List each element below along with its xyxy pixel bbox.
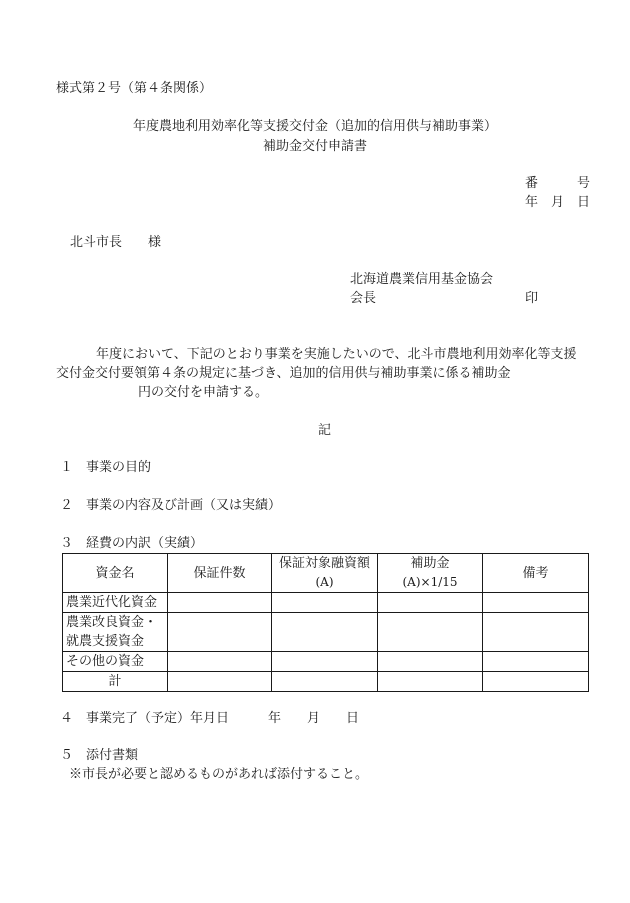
document-number-label: 番 号 [525, 176, 591, 191]
addressee: 北斗市長 様 [70, 235, 162, 250]
header-subsidy [378, 554, 483, 593]
header-guarantee-amount-label: 保証対象融資額 [278, 556, 370, 571]
cell-guarantee-amount [272, 672, 378, 692]
header-guarantee-amount [272, 554, 378, 593]
attachments-note: ※市長が必要と認めるものがあれば添付すること。 [69, 767, 369, 782]
applicant-organization: 北海道農業信用基金協会 [350, 272, 494, 287]
applicant-title: 会長 [350, 291, 377, 306]
table-total-row [63, 672, 589, 692]
cell-remarks [483, 613, 589, 652]
cell-guarantee-count [168, 672, 272, 692]
document-title-line2: 補助金交付申請書 [262, 139, 367, 154]
section-3-expense: ３ 経費の内訳（実績） [60, 536, 204, 551]
seal-mark: 印 [525, 291, 539, 306]
row-label-improvement [63, 613, 168, 652]
cell-remarks [483, 652, 589, 672]
row-label-total: 計 [63, 672, 168, 692]
document-title-line1: 年度農地利用効率化等支援交付金（追加的信用供与補助事業） [132, 119, 497, 134]
section-1-purpose: １ 事業の目的 [60, 460, 152, 475]
cell-guarantee-count [168, 593, 272, 613]
table-row [63, 613, 589, 652]
cell-subsidy [378, 593, 483, 613]
body-text-line2: 交付金交付要領第４条の規定に基づき、追加的信用供与補助事業に係る補助金 [56, 366, 511, 381]
document-date-label: 年 月 日 [525, 195, 591, 210]
table-row [63, 593, 589, 613]
row-label-improvement-line1: 農業改良資金・ [66, 615, 158, 630]
cell-guarantee-count [168, 652, 272, 672]
cell-guarantee-amount [272, 652, 378, 672]
cell-remarks [483, 593, 589, 613]
ki-heading: 記 [318, 423, 332, 438]
row-label-other: その他の資金 [63, 652, 168, 672]
cell-subsidy [378, 613, 483, 652]
cell-subsidy [378, 672, 483, 692]
expense-table [62, 553, 589, 692]
body-text-line3: 円の交付を申請する。 [138, 385, 269, 400]
section-2-plan: ２ 事業の内容及び計画（又は実績） [60, 498, 282, 513]
table-row [63, 652, 589, 672]
cell-subsidy [378, 652, 483, 672]
cell-guarantee-amount [272, 593, 378, 613]
header-guarantee-count: 保証件数 [168, 554, 272, 593]
cell-guarantee-count [168, 613, 272, 652]
section-4-completion-date: ４ 事業完了（予定）年月日 年 月 日 [60, 711, 360, 726]
body-text-line1: 年度において、下記のとおり事業を実施したいので、北斗市農地利用効率化等支援 [96, 347, 577, 362]
cell-guarantee-amount [272, 613, 378, 652]
header-guarantee-amount-sub: (A) [315, 575, 334, 589]
header-subsidy-label: 補助金 [410, 556, 450, 571]
header-remarks: 備考 [483, 554, 589, 593]
header-subsidy-sub: (A)×1/15 [402, 575, 458, 589]
section-5-attachments: ５ 添付書類 [60, 748, 139, 763]
row-label-modernization: 農業近代化資金 [63, 593, 168, 613]
cell-remarks [483, 672, 589, 692]
header-funds: 資金名 [63, 554, 168, 593]
row-label-improvement-line2: 就農支援資金 [66, 634, 145, 649]
table-header-row [63, 554, 589, 593]
form-number: 様式第２号（第４条関係） [56, 81, 213, 96]
